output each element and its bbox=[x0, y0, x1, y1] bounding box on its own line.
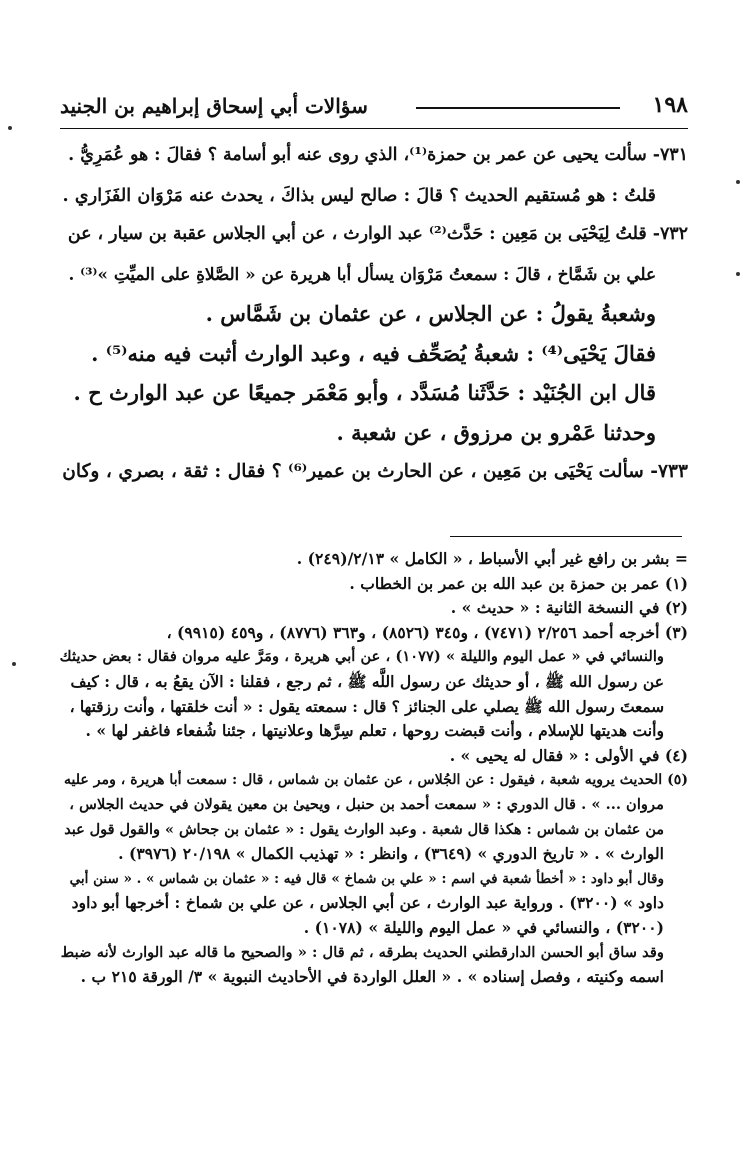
main-text bbox=[60, 136, 688, 492]
footnote-line: الوارث » . « تاريخ الدوري » (٣٦٤٩) ، وانظر : « تهذيب الكمال » ٢٠/١٩٨ (٣٩٧٦) . bbox=[118, 844, 664, 864]
header-rule bbox=[416, 107, 620, 109]
scan-speck bbox=[736, 180, 740, 184]
entry-line: ٧٣٣- سألت يَحْيَى بن مَعِين ، عن الحارث بن عمير⁽⁶⁾ ؟ فقال : ثقة ، بصري ، وكان bbox=[62, 461, 688, 482]
entry-line: ٧٣٢- قلتُ لِيَحْيَى بن مَعِين : حَدَّث⁽²⁾ عبد الوارث ، عن أبي الجلاس عقبة بن سيار ، عن bbox=[67, 224, 688, 244]
footnotes bbox=[60, 547, 688, 990]
header-divider bbox=[60, 128, 688, 129]
running-title: سؤالات أبي إسحاق إبراهيم بن الجنيد bbox=[60, 94, 368, 118]
entry-line: ٧٣١- سألت يحيى عن عمر بن حمزة⁽¹⁾، الذي روى عنه أبو أسامة ؟ فقالَ : هو عُمَرِيُّ . bbox=[68, 145, 688, 165]
footnote-line: من عثمان بن شماس : هكذا قال شعبة . وعبد الوارث يقول : « عثمان بن جحاش » والقول قول عبد bbox=[64, 820, 664, 838]
entry-line: فقالَ يَحْيَى⁽⁴⁾ : شعبةُ يُصَحِّف فيه ، وعبد الوارث أثبت فيه منه⁽⁵⁾ . bbox=[91, 340, 656, 366]
footnote-line: (٥) الحديث يرويه شعبة ، فيقول : عن الجُلاس ، عن عثمان بن شماس ، قال : سمعت أبا هريرة ، ومر عليه bbox=[63, 772, 688, 789]
footnote-separator bbox=[450, 536, 682, 537]
footnote-line: سمعتَ رسول الله ﷺ يصلي على الجنائز ؟ قال : سمعته يقول : « أنت خلقتها ، وأنت رزقتها ، bbox=[69, 697, 664, 716]
footnote-line: والنسائي في « عمل اليوم والليلة » (١٠٧٧) ، عن أبي هريرة ، ومَرَّ عليه مروان فقال : بعض حديثك bbox=[59, 648, 664, 666]
entry-line: قلتُ : هو مُستقيم الحديث ؟ قالَ : صالح ليس بذاكَ ، يحدث عنه مَرْوَان الفَزَاري . bbox=[62, 184, 656, 206]
footnote-line: = بشر بن رافع غير أبي الأسباط ، « الكامل » ٢/١٣/(٢٤٩) . bbox=[296, 549, 688, 568]
footnote-line: (٢) في النسخة الثانية : « حديث » . bbox=[450, 598, 688, 618]
footnote-line: (٤) في الأولى : « فقال له يحيى » . bbox=[449, 745, 688, 765]
footnote-line: وأنت هديتها للإسلام ، وأنت قبضت روحها ، تعلم سِرَّها وعلانيتها ، جئنا شُفعاء فاغفر لها » . bbox=[85, 721, 664, 741]
entry-line: وشعبةُ يقولُ : عن الجلاس ، عن عثمان بن شَمَّاس . bbox=[205, 301, 656, 326]
footnote-line: وقال أبو داود : « أخطأ شعبة في اسم : « علي بن شماخ » قال فيه : « عثمان بن شماس » . « سنن أبي bbox=[69, 870, 664, 887]
scan-speck bbox=[8, 126, 12, 130]
footnote-line: اسمه وكنيته ، وفصل إسناده » . « العلل الواردة في الأحاديث النبوية » ٣/ الورقة ٢١٥ ب . bbox=[80, 967, 664, 987]
page-header bbox=[60, 92, 688, 128]
footnote-line: وقد ساق أبو الحسن الدارقطني الحديث بطرقه ، ثم قال : « والصحيح ما قاله عبد الوارث لأنه ضبط bbox=[60, 943, 664, 961]
footnote-line: (٣) أخرجه أحمد ٢/٢٥٦ (٧٤٧١) ، و٣٤٥ (٨٥٢٦) ، و٣٦٣ (٨٧٧٦) ، و٤٥٩ (٩٩١٥) ، bbox=[166, 622, 688, 642]
scan-speck bbox=[736, 272, 740, 276]
entry-line: علي بن شَمَّاخ ، قالَ : سمعتُ مَرْوَان يسأل أبا هريرة عن « الصَّلاةِ على الميِّتِ »⁽³⁾ . bbox=[68, 263, 656, 284]
footnote-line: (٣٢٠٠) ، والنسائي في « عمل اليوم والليلة » (١٠٧٨) . bbox=[303, 917, 664, 937]
footnote-line: مروان ... » . قال الدوري : « سمعت أحمد بن حنبل ، ويحيىٰ بن معين يقولان في حديث الجلاس ، bbox=[69, 795, 664, 813]
footnote-line: عن رسول الله ﷺ ، أو حديثك عن رسول اللَّه ﷺ ، ثم رجع ، فقلنا : الآن يقعُ به ، قال : كيف bbox=[70, 671, 664, 691]
footnote-line: داود » (٣٢٠٠) . ورواية عبد الوارث ، عن أبي الجلاس ، عن علي بن شماخ : أخرجها أبو داود bbox=[71, 893, 664, 913]
entry-line: قال ابن الجُنَيْد : حَدَّثَنا مُسَدَّد ، وأبو مَعْمَر جميعًا عن عبد الوارث ح . bbox=[73, 380, 656, 405]
scan-speck bbox=[12, 662, 16, 666]
page-number: ١٩٨ bbox=[652, 92, 688, 118]
entry-line: وحدثنا عَمْرو بن مرزوق ، عن شعبة . bbox=[336, 419, 656, 445]
footnote-line: (١) عمر بن حمزة بن عبد الله بن عمر بن الخطاب . bbox=[349, 573, 688, 593]
